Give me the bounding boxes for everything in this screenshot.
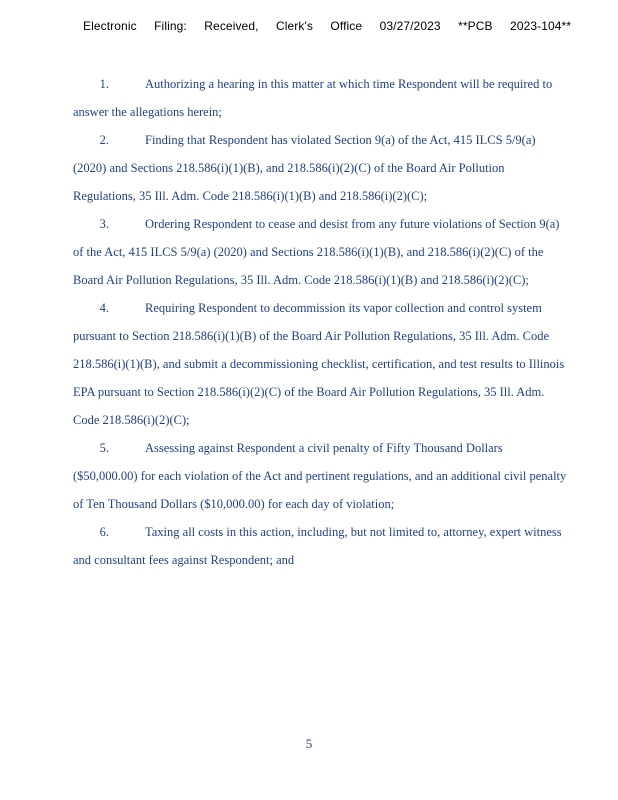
paragraph-first-line (73, 126, 618, 154)
page-number: 5 (305, 736, 313, 751)
paragraph-line-text: Requiring Respondent to decommission its vapor collection and control system (145, 301, 542, 315)
paragraph-line-text: Assessing against Respondent a civil penalty of Fifty Thousand Dollars (145, 441, 503, 455)
numbered-paragraph (73, 518, 618, 574)
paragraph-number: 1. (99, 77, 109, 91)
numbered-paragraph (73, 294, 618, 434)
header-part: Received, (204, 19, 259, 33)
paragraph-number: 5. (99, 441, 109, 455)
paragraph-first-line (73, 70, 618, 98)
paragraph-line-text: Taxing all costs in this action, including, but not limited to, attorney, expert witness (145, 525, 562, 539)
paragraph-line: Board Air Pollution Regulations, 35 Ill. Adm. Code 218.586(i)(1)(B) and 218.586(i)(2)(C); (73, 273, 529, 287)
paragraph-first-line (73, 434, 618, 462)
paragraph-number: 4. (99, 301, 109, 315)
paragraph-line: ($50,000.00) for each violation of the Act and pertinent regulations, and an additional civil penalty (73, 469, 567, 483)
paragraph-number: 2. (99, 133, 109, 147)
paragraph-line-text: Ordering Respondent to cease and desist from any future violations of Section 9(a) (145, 217, 560, 231)
header-part: 03/27/2023 (379, 19, 441, 33)
header-part: **PCB (458, 19, 493, 33)
paragraph-line-text: Finding that Respondent has violated Section 9(a) of the Act, 415 ILCS 5/9(a) (145, 133, 536, 147)
paragraph-line: answer the allegations herein; (73, 105, 222, 119)
efiling-stamp-header (83, 19, 585, 33)
paragraph-first-line (73, 210, 618, 238)
paragraph-first-line (73, 294, 618, 322)
paragraph-line: Regulations, 35 Ill. Adm. Code 218.586(i)(1)(B) and 218.586(i)(2)(C); (73, 189, 428, 203)
paragraph-line: EPA pursuant to Section 218.586(i)(2)(C) of the Board Air Pollution Regulations, 35 Ill. Adm. (73, 385, 545, 399)
paragraph-line-text: Authorizing a hearing in this matter at which time Respondent will be required to (145, 77, 553, 91)
numbered-paragraph (73, 210, 618, 294)
paragraph-line: and consultant fees against Respondent; and (73, 553, 295, 567)
paragraph-number: 3. (99, 217, 109, 231)
paragraph-line: Code 218.586(i)(2)(C); (73, 413, 190, 427)
header-part: 2023-104** (510, 19, 572, 33)
paragraph-line: of Ten Thousand Dollars ($10,000.00) for each day of violation; (73, 497, 395, 511)
paragraph-line: of the Act, 415 ILCS 5/9(a) (2020) and Sections 218.586(i)(1)(B), and 218.586(i)(2)(C) of the (73, 245, 544, 259)
paragraph-line: 218.586(i)(1)(B), and submit a decommissioning checklist, certification, and test results to Illinois (73, 357, 565, 371)
header-part: Electronic (83, 19, 137, 33)
paragraph-number: 6. (99, 525, 109, 539)
numbered-paragraph (73, 126, 618, 210)
header-part: Office (330, 19, 363, 33)
header-part: Filing: (154, 19, 187, 33)
document-body (73, 70, 618, 574)
numbered-paragraph (73, 434, 618, 518)
header-part: Clerk's (275, 19, 313, 33)
paragraph-first-line (73, 518, 618, 546)
paragraph-line: pursuant to Section 218.586(i)(1)(B) of the Board Air Pollution Regulations, 35 Ill. Adm. Code (73, 329, 549, 343)
numbered-paragraph (73, 70, 618, 126)
paragraph-line: (2020) and Sections 218.586(i)(1)(B), and 218.586(i)(2)(C) of the Board Air Pollution (73, 161, 505, 175)
